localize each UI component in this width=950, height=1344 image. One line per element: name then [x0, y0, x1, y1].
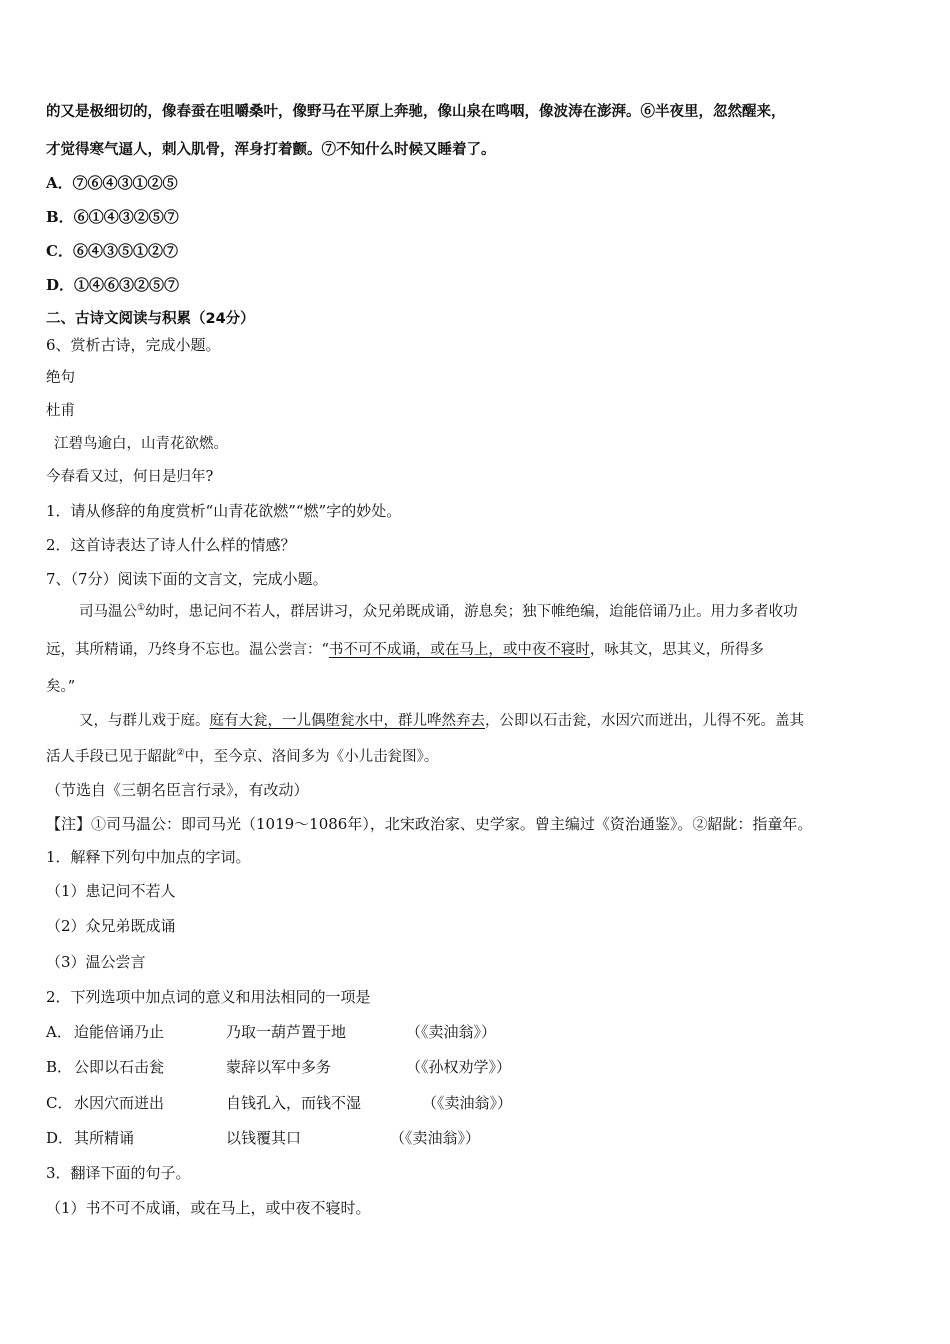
q6-sub-1: 1．请从修辞的角度赏析“山青花欲燃”“燃”字的妙处。	[46, 502, 402, 520]
option-label: D．	[46, 1129, 74, 1147]
q7-sub-1-item-3: （3）温公尝言	[46, 953, 146, 971]
option-label: C．	[46, 242, 73, 260]
poem-author: 杜甫	[46, 403, 75, 419]
option-sentence: 其所精诵	[74, 1129, 135, 1147]
source-text: （《卖油翁》）	[390, 1129, 481, 1147]
passage-line-2: 才觉得寒气逼人，刺入肌骨，浑身打着颤。⑦不知什么时候又睡着了。	[46, 141, 496, 158]
option-sentence: 公即以石击瓮	[74, 1058, 165, 1076]
q7-source: （节选自《三朝名臣言行录》，有改动）	[46, 781, 309, 799]
text-run: 中，至今京、洛间多为《小儿击瓮图》。	[184, 749, 439, 765]
source-text: （《卖油翁》）	[422, 1094, 513, 1112]
option-sentence: 迨能倍诵乃止	[74, 1023, 165, 1041]
text-run: 远，其所精诵，乃终身不忘也。温公尝言：“	[46, 642, 329, 658]
q7-note: 【注】①司马温公：即司马光（1019～1086年），北宋政治家、史学家。曾主编过《资治通鉴》。②龆龀：指童年。	[46, 815, 813, 833]
option-label: D．	[46, 276, 75, 294]
footnote-marker: ①	[137, 603, 146, 614]
text-run: 活人手段已见于龆龀	[46, 749, 177, 765]
q6-sub-2: 2．这首诗表达了诗人什么样的情感？	[46, 536, 296, 554]
underlined-sentence: 庭有大瓮，一儿偶堕瓮水中，群儿哗然弃去	[209, 713, 485, 729]
poem-line-2: 今春看又过，何日是归年?	[46, 469, 214, 485]
option-text: ⑥①④③②⑤⑦	[73, 208, 179, 226]
q7-paragraph-1-line-1	[79, 602, 798, 622]
text-run: ，公即以石击瓮，水因穴而迸出，儿得不死。盖其	[485, 713, 804, 729]
q7-paragraph-2-line-1	[79, 711, 804, 731]
poem-line-1: 江碧鸟逾白，山青花欲燃。	[54, 436, 228, 452]
q5-option-d	[46, 275, 179, 295]
section-2-heading: 二、古诗文阅读与积累（24分）	[46, 311, 255, 327]
q7-sub-1-item-2: （2）众兄弟既成诵	[46, 917, 176, 935]
option-sentence: 水因穴而迸出	[74, 1094, 165, 1112]
option-label: B．	[46, 208, 74, 226]
q7-sub-3: 3．翻译下面的句子。	[46, 1164, 191, 1182]
poem-title: 绝句	[46, 370, 75, 386]
compare-sentence: 以钱覆其口	[226, 1129, 302, 1147]
option-label: A．	[46, 1023, 72, 1041]
option-text: ⑥④③⑤①②⑦	[72, 242, 178, 260]
compare-sentence: 自钱孔入，而钱不湿	[226, 1094, 362, 1112]
q7-sub-3-item-1: （1）书不可不成诵，或在马上，或中夜不寝时。	[46, 1199, 371, 1217]
q7-prompt: 7、（7分）阅读下面的文言文，完成小题。	[46, 570, 328, 588]
source-text: （《卖油翁》）	[406, 1023, 497, 1041]
q5-option-b	[46, 207, 179, 227]
option-label: B．	[46, 1058, 73, 1076]
text-run: 司马温公	[79, 604, 137, 620]
text-run: 又，与群儿戏于庭。	[79, 713, 210, 729]
underlined-sentence: 书不可不成诵，或在马上，或中夜不寝时	[328, 642, 590, 658]
option-text: ⑦⑥④③①②⑤	[72, 174, 178, 192]
passage-line-1: 的又是极细切的，像春蚕在咀嚼桑叶，像野马在平原上奔驰，像山泉在鸣咽，像波涛在澎湃。⑥半夜里，忽然醒来，	[46, 103, 786, 120]
q7-sub-1-item-1: （1）患记问不若人	[46, 882, 176, 900]
q7-paragraph-1-line-2	[46, 640, 764, 660]
text-run: 幼时，患记问不若人，群居讲习，众兄弟既成诵，游息矣；独下帷绝编，迨能倍诵乃止。用力多者收功	[145, 604, 798, 620]
text-run: ，咏其文，思其义，所得多	[589, 642, 764, 658]
compare-sentence: 乃取一葫芦置于地	[226, 1023, 347, 1041]
footnote-marker: ②	[176, 748, 185, 759]
q5-option-c	[46, 241, 178, 261]
option-label: C．	[46, 1094, 73, 1112]
q7-paragraph-2-line-2	[46, 747, 438, 767]
option-text: ①④⑥③②⑤⑦	[74, 276, 180, 294]
compare-sentence: 蒙辞以军中多务	[226, 1058, 332, 1076]
q7-sub-2: 2．下列选项中加点词的意义和用法相同的一项是	[46, 988, 371, 1006]
q5-option-a	[46, 173, 178, 193]
source-text: （《孙权劝学》）	[406, 1058, 512, 1076]
q7-sub-1: 1．解释下列句中加点的字词。	[46, 848, 251, 866]
q7-paragraph-1-line-3: 矣。”	[46, 679, 76, 695]
q6-prompt: 6、赏析古诗，完成小题。	[46, 336, 221, 354]
option-label: A．	[46, 174, 73, 192]
